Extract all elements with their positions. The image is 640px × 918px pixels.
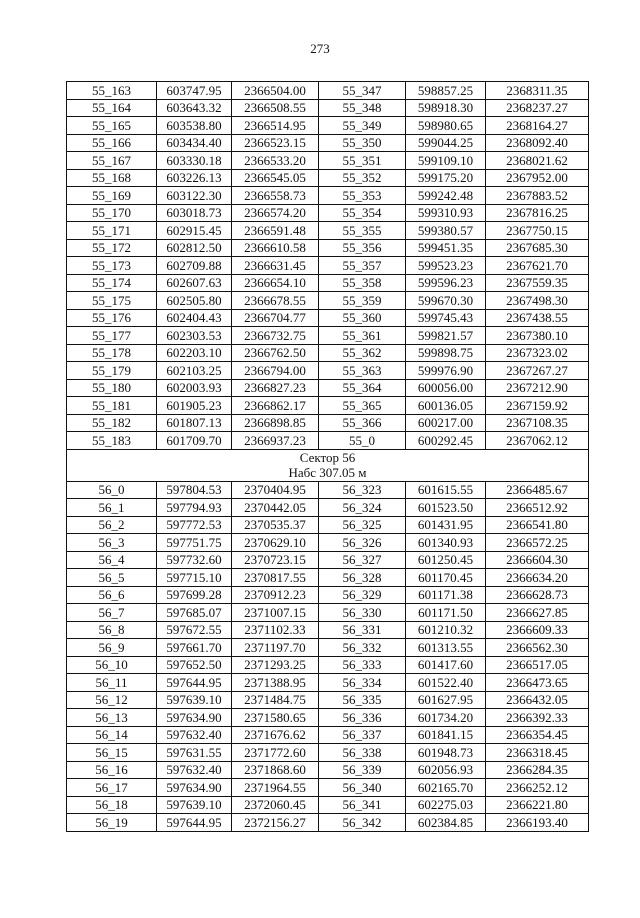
x-coord-cell: 601417.60: [406, 656, 486, 674]
y-coord-cell: 2366318.45: [486, 744, 589, 762]
y-coord-cell: 2370817.55: [232, 569, 319, 587]
point-id-cell: 56_333: [319, 656, 406, 674]
x-coord-cell: 599670.30: [406, 292, 486, 310]
point-id-cell: 55_177: [67, 327, 157, 345]
table-row: [67, 379, 589, 397]
x-coord-cell: 597639.10: [157, 796, 232, 814]
point-id-cell: 55_366: [319, 414, 406, 432]
x-coord-cell: 602275.03: [406, 796, 486, 814]
x-coord-cell: 602203.10: [157, 344, 232, 362]
x-coord-cell: 601210.32: [406, 621, 486, 639]
point-id-cell: 55_0: [319, 432, 406, 450]
table-block-sector-55: [67, 82, 589, 450]
point-id-cell: 55_349: [319, 117, 406, 135]
y-coord-cell: 2366252.12: [486, 779, 589, 797]
table-row: [67, 362, 589, 380]
x-coord-cell: 601948.73: [406, 744, 486, 762]
point-id-cell: 56_6: [67, 586, 157, 604]
table-row: [67, 292, 589, 310]
x-coord-cell: 601734.20: [406, 709, 486, 727]
point-id-cell: 56_17: [67, 779, 157, 797]
table-row: [67, 814, 589, 832]
y-coord-cell: 2368237.27: [486, 99, 589, 117]
point-id-cell: 55_364: [319, 379, 406, 397]
x-coord-cell: 597661.70: [157, 639, 232, 657]
table-row: [67, 222, 589, 240]
point-id-cell: 56_340: [319, 779, 406, 797]
point-id-cell: 56_325: [319, 516, 406, 534]
sector-title: Сектор 56: [299, 450, 356, 465]
y-coord-cell: 2367062.12: [486, 432, 589, 450]
y-coord-cell: 2366628.73: [486, 586, 589, 604]
point-id-cell: 55_360: [319, 309, 406, 327]
x-coord-cell: 602303.53: [157, 327, 232, 345]
point-id-cell: 56_19: [67, 814, 157, 832]
x-coord-cell: 603018.73: [157, 204, 232, 222]
y-coord-cell: 2371580.65: [232, 709, 319, 727]
point-id-cell: 56_9: [67, 639, 157, 657]
y-coord-cell: 2367816.25: [486, 204, 589, 222]
x-coord-cell: 601627.95: [406, 691, 486, 709]
point-id-cell: 55_347: [319, 82, 406, 100]
y-coord-cell: 2366392.33: [486, 709, 589, 727]
x-coord-cell: 597672.55: [157, 621, 232, 639]
y-coord-cell: 2368021.62: [486, 152, 589, 170]
point-id-cell: 55_351: [319, 152, 406, 170]
x-coord-cell: 601431.95: [406, 516, 486, 534]
x-coord-cell: 602607.63: [157, 274, 232, 292]
table-row: [67, 117, 589, 135]
coordinates-table: [66, 81, 589, 832]
point-id-cell: 56_18: [67, 796, 157, 814]
sector-header-cell: [67, 449, 589, 481]
point-id-cell: 55_179: [67, 362, 157, 380]
y-coord-cell: 2371007.15: [232, 604, 319, 622]
x-coord-cell: 597652.50: [157, 656, 232, 674]
y-coord-cell: 2370912.23: [232, 586, 319, 604]
point-id-cell: 55_356: [319, 239, 406, 257]
table-row: [67, 656, 589, 674]
y-coord-cell: 2366432.05: [486, 691, 589, 709]
point-id-cell: 56_334: [319, 674, 406, 692]
y-coord-cell: 2366512.92: [486, 499, 589, 517]
x-coord-cell: 599109.10: [406, 152, 486, 170]
sector-header: [67, 449, 589, 481]
y-coord-cell: 2367621.70: [486, 257, 589, 275]
point-id-cell: 56_338: [319, 744, 406, 762]
y-coord-cell: 2366678.55: [232, 292, 319, 310]
x-coord-cell: 597632.40: [157, 761, 232, 779]
point-id-cell: 55_164: [67, 99, 157, 117]
table-row: [67, 604, 589, 622]
x-coord-cell: 597804.53: [157, 481, 232, 499]
y-coord-cell: 2366517.05: [486, 656, 589, 674]
table-row: [67, 82, 589, 100]
x-coord-cell: 597685.07: [157, 604, 232, 622]
table-row: [67, 309, 589, 327]
x-coord-cell: 597634.90: [157, 709, 232, 727]
y-coord-cell: 2366862.17: [232, 397, 319, 415]
y-coord-cell: 2366654.10: [232, 274, 319, 292]
x-coord-cell: 601522.40: [406, 674, 486, 692]
y-coord-cell: 2371964.55: [232, 779, 319, 797]
table-row: [67, 726, 589, 744]
y-coord-cell: 2366898.85: [232, 414, 319, 432]
x-coord-cell: 598857.25: [406, 82, 486, 100]
x-coord-cell: 599310.93: [406, 204, 486, 222]
x-coord-cell: 599596.23: [406, 274, 486, 292]
point-id-cell: 56_323: [319, 481, 406, 499]
table-row: [67, 204, 589, 222]
x-coord-cell: 597794.93: [157, 499, 232, 517]
y-coord-cell: 2367498.30: [486, 292, 589, 310]
y-coord-cell: 2367750.15: [486, 222, 589, 240]
y-coord-cell: 2366533.20: [232, 152, 319, 170]
x-coord-cell: 599821.57: [406, 327, 486, 345]
x-coord-cell: 602165.70: [406, 779, 486, 797]
y-coord-cell: 2366545.05: [232, 169, 319, 187]
y-coord-cell: 2366193.40: [486, 814, 589, 832]
table-row: [67, 134, 589, 152]
point-id-cell: 56_14: [67, 726, 157, 744]
table-row: [67, 569, 589, 587]
y-coord-cell: 2372156.27: [232, 814, 319, 832]
page-number: 273: [310, 41, 330, 56]
x-coord-cell: 601905.23: [157, 397, 232, 415]
point-id-cell: 55_363: [319, 362, 406, 380]
table-row: [67, 796, 589, 814]
x-coord-cell: 599380.57: [406, 222, 486, 240]
table-row: [67, 169, 589, 187]
y-coord-cell: 2367212.90: [486, 379, 589, 397]
point-id-cell: 55_355: [319, 222, 406, 240]
sector-header-row: [67, 449, 589, 481]
x-coord-cell: 601171.38: [406, 586, 486, 604]
x-coord-cell: 602384.85: [406, 814, 486, 832]
y-coord-cell: 2368092.40: [486, 134, 589, 152]
y-coord-cell: 2366591.48: [232, 222, 319, 240]
point-id-cell: 55_178: [67, 344, 157, 362]
y-coord-cell: 2366221.80: [486, 796, 589, 814]
point-id-cell: 56_4: [67, 551, 157, 569]
y-coord-cell: 2366704.77: [232, 309, 319, 327]
y-coord-cell: 2370629.10: [232, 534, 319, 552]
table-row: [67, 516, 589, 534]
point-id-cell: 55_362: [319, 344, 406, 362]
y-coord-cell: 2366541.80: [486, 516, 589, 534]
y-coord-cell: 2366504.00: [232, 82, 319, 100]
point-id-cell: 55_166: [67, 134, 157, 152]
x-coord-cell: 602103.25: [157, 362, 232, 380]
point-id-cell: 56_339: [319, 761, 406, 779]
point-id-cell: 56_324: [319, 499, 406, 517]
point-id-cell: 55_171: [67, 222, 157, 240]
x-coord-cell: 597644.95: [157, 814, 232, 832]
table-block-sector-56: [67, 481, 589, 831]
table-row: [67, 414, 589, 432]
y-coord-cell: 2371868.60: [232, 761, 319, 779]
point-id-cell: 56_327: [319, 551, 406, 569]
y-coord-cell: 2367323.02: [486, 344, 589, 362]
y-coord-cell: 2367559.35: [486, 274, 589, 292]
point-id-cell: 56_331: [319, 621, 406, 639]
point-id-cell: 55_174: [67, 274, 157, 292]
x-coord-cell: 597644.95: [157, 674, 232, 692]
y-coord-cell: 2372060.45: [232, 796, 319, 814]
point-id-cell: 55_350: [319, 134, 406, 152]
x-coord-cell: 601841.15: [406, 726, 486, 744]
table-row: [67, 691, 589, 709]
x-coord-cell: 599242.48: [406, 187, 486, 205]
point-id-cell: 55_354: [319, 204, 406, 222]
point-id-cell: 56_342: [319, 814, 406, 832]
point-id-cell: 56_337: [319, 726, 406, 744]
x-coord-cell: 599976.90: [406, 362, 486, 380]
x-coord-cell: 598980.65: [406, 117, 486, 135]
point-id-cell: 55_358: [319, 274, 406, 292]
x-coord-cell: 603747.95: [157, 82, 232, 100]
x-coord-cell: 597732.60: [157, 551, 232, 569]
x-coord-cell: 603330.18: [157, 152, 232, 170]
x-coord-cell: 601170.45: [406, 569, 486, 587]
point-id-cell: 56_1: [67, 499, 157, 517]
y-coord-cell: 2368164.27: [486, 117, 589, 135]
x-coord-cell: 597631.55: [157, 744, 232, 762]
x-coord-cell: 601615.55: [406, 481, 486, 499]
x-coord-cell: 603643.32: [157, 99, 232, 117]
x-coord-cell: 600217.00: [406, 414, 486, 432]
y-coord-cell: 2370723.15: [232, 551, 319, 569]
y-coord-cell: 2367380.10: [486, 327, 589, 345]
x-coord-cell: 599044.25: [406, 134, 486, 152]
y-coord-cell: 2367108.35: [486, 414, 589, 432]
table-row: [67, 534, 589, 552]
x-coord-cell: 597639.10: [157, 691, 232, 709]
y-coord-cell: 2371484.75: [232, 691, 319, 709]
y-coord-cell: 2366937.23: [232, 432, 319, 450]
table-row: [67, 481, 589, 499]
point-id-cell: 56_15: [67, 744, 157, 762]
table-row: [67, 239, 589, 257]
x-coord-cell: 603434.40: [157, 134, 232, 152]
point-id-cell: 55_352: [319, 169, 406, 187]
y-coord-cell: 2366827.23: [232, 379, 319, 397]
y-coord-cell: 2371293.25: [232, 656, 319, 674]
point-id-cell: 55_180: [67, 379, 157, 397]
y-coord-cell: 2366354.45: [486, 726, 589, 744]
table-row: [67, 187, 589, 205]
point-id-cell: 56_12: [67, 691, 157, 709]
y-coord-cell: 2371102.33: [232, 621, 319, 639]
x-coord-cell: 601313.55: [406, 639, 486, 657]
table-row: [67, 327, 589, 345]
point-id-cell: 55_182: [67, 414, 157, 432]
table-row: [67, 344, 589, 362]
point-id-cell: 56_0: [67, 481, 157, 499]
x-coord-cell: 601171.50: [406, 604, 486, 622]
point-id-cell: 55_168: [67, 169, 157, 187]
table-row: [67, 761, 589, 779]
y-coord-cell: 2366514.95: [232, 117, 319, 135]
point-id-cell: 55_167: [67, 152, 157, 170]
table-row: [67, 709, 589, 727]
table-row: [67, 674, 589, 692]
point-id-cell: 55_172: [67, 239, 157, 257]
table-row: [67, 397, 589, 415]
point-id-cell: 55_175: [67, 292, 157, 310]
x-coord-cell: 601523.50: [406, 499, 486, 517]
x-coord-cell: 600292.45: [406, 432, 486, 450]
x-coord-cell: 602056.93: [406, 761, 486, 779]
y-coord-cell: 2366485.67: [486, 481, 589, 499]
x-coord-cell: 602003.93: [157, 379, 232, 397]
x-coord-cell: 603226.13: [157, 169, 232, 187]
y-coord-cell: 2367952.00: [486, 169, 589, 187]
table-row: [67, 432, 589, 450]
y-coord-cell: 2366631.45: [232, 257, 319, 275]
x-coord-cell: 598918.30: [406, 99, 486, 117]
y-coord-cell: 2371388.95: [232, 674, 319, 692]
point-id-cell: 56_10: [67, 656, 157, 674]
point-id-cell: 55_170: [67, 204, 157, 222]
point-id-cell: 56_328: [319, 569, 406, 587]
y-coord-cell: 2366627.85: [486, 604, 589, 622]
x-coord-cell: 601807.13: [157, 414, 232, 432]
x-coord-cell: 600136.05: [406, 397, 486, 415]
point-id-cell: 55_173: [67, 257, 157, 275]
y-coord-cell: 2371197.70: [232, 639, 319, 657]
x-coord-cell: 599745.43: [406, 309, 486, 327]
point-id-cell: 55_165: [67, 117, 157, 135]
x-coord-cell: 597699.28: [157, 586, 232, 604]
point-id-cell: 55_361: [319, 327, 406, 345]
x-coord-cell: 597634.90: [157, 779, 232, 797]
x-coord-cell: 602709.88: [157, 257, 232, 275]
point-id-cell: 55_359: [319, 292, 406, 310]
table-row: [67, 551, 589, 569]
x-coord-cell: 601340.93: [406, 534, 486, 552]
point-id-cell: 55_163: [67, 82, 157, 100]
point-id-cell: 56_2: [67, 516, 157, 534]
x-coord-cell: 597751.75: [157, 534, 232, 552]
point-id-cell: 56_7: [67, 604, 157, 622]
y-coord-cell: 2366732.75: [232, 327, 319, 345]
y-coord-cell: 2370404.95: [232, 481, 319, 499]
table-row: [67, 586, 589, 604]
x-coord-cell: 599523.23: [406, 257, 486, 275]
x-coord-cell: 599175.20: [406, 169, 486, 187]
point-id-cell: 55_183: [67, 432, 157, 450]
y-coord-cell: 2371772.60: [232, 744, 319, 762]
y-coord-cell: 2366794.00: [232, 362, 319, 380]
x-coord-cell: 602812.50: [157, 239, 232, 257]
y-coord-cell: 2366562.30: [486, 639, 589, 657]
point-id-cell: 56_332: [319, 639, 406, 657]
y-coord-cell: 2366609.33: [486, 621, 589, 639]
point-id-cell: 55_357: [319, 257, 406, 275]
table-row: [67, 499, 589, 517]
point-id-cell: 55_365: [319, 397, 406, 415]
point-id-cell: 56_5: [67, 569, 157, 587]
x-coord-cell: 597715.10: [157, 569, 232, 587]
point-id-cell: 56_329: [319, 586, 406, 604]
table-row: [67, 99, 589, 117]
table-row: [67, 779, 589, 797]
x-coord-cell: 597772.53: [157, 516, 232, 534]
x-coord-cell: 600056.00: [406, 379, 486, 397]
y-coord-cell: 2370535.37: [232, 516, 319, 534]
point-id-cell: 56_13: [67, 709, 157, 727]
y-coord-cell: 2368311.35: [486, 82, 589, 100]
table-row: [67, 257, 589, 275]
y-coord-cell: 2367267.27: [486, 362, 589, 380]
point-id-cell: 56_326: [319, 534, 406, 552]
point-id-cell: 56_16: [67, 761, 157, 779]
y-coord-cell: 2366558.73: [232, 187, 319, 205]
y-coord-cell: 2366762.50: [232, 344, 319, 362]
point-id-cell: 56_335: [319, 691, 406, 709]
x-coord-cell: 602915.45: [157, 222, 232, 240]
sector-elevation: Набс 307.05 м: [288, 465, 367, 480]
point-id-cell: 55_181: [67, 397, 157, 415]
point-id-cell: 55_348: [319, 99, 406, 117]
y-coord-cell: 2371676.62: [232, 726, 319, 744]
point-id-cell: 56_341: [319, 796, 406, 814]
table-row: [67, 639, 589, 657]
y-coord-cell: 2366523.15: [232, 134, 319, 152]
x-coord-cell: 597632.40: [157, 726, 232, 744]
point-id-cell: 56_11: [67, 674, 157, 692]
point-id-cell: 55_176: [67, 309, 157, 327]
x-coord-cell: 603538.80: [157, 117, 232, 135]
point-id-cell: 55_169: [67, 187, 157, 205]
x-coord-cell: 599898.75: [406, 344, 486, 362]
point-id-cell: 56_330: [319, 604, 406, 622]
y-coord-cell: 2366508.55: [232, 99, 319, 117]
point-id-cell: 55_353: [319, 187, 406, 205]
point-id-cell: 56_336: [319, 709, 406, 727]
table-row: [67, 274, 589, 292]
y-coord-cell: 2366572.25: [486, 534, 589, 552]
table-row: [67, 621, 589, 639]
y-coord-cell: 2366574.20: [232, 204, 319, 222]
y-coord-cell: 2367883.52: [486, 187, 589, 205]
table-row: [67, 152, 589, 170]
y-coord-cell: 2367159.92: [486, 397, 589, 415]
x-coord-cell: 602404.43: [157, 309, 232, 327]
y-coord-cell: 2370442.05: [232, 499, 319, 517]
y-coord-cell: 2366604.30: [486, 551, 589, 569]
y-coord-cell: 2367438.55: [486, 309, 589, 327]
point-id-cell: 56_8: [67, 621, 157, 639]
y-coord-cell: 2366284.35: [486, 761, 589, 779]
y-coord-cell: 2366473.65: [486, 674, 589, 692]
table-row: [67, 744, 589, 762]
x-coord-cell: 603122.30: [157, 187, 232, 205]
y-coord-cell: 2367685.30: [486, 239, 589, 257]
x-coord-cell: 599451.35: [406, 239, 486, 257]
point-id-cell: 56_3: [67, 534, 157, 552]
y-coord-cell: 2366634.20: [486, 569, 589, 587]
x-coord-cell: 602505.80: [157, 292, 232, 310]
y-coord-cell: 2366610.58: [232, 239, 319, 257]
x-coord-cell: 601709.70: [157, 432, 232, 450]
x-coord-cell: 601250.45: [406, 551, 486, 569]
